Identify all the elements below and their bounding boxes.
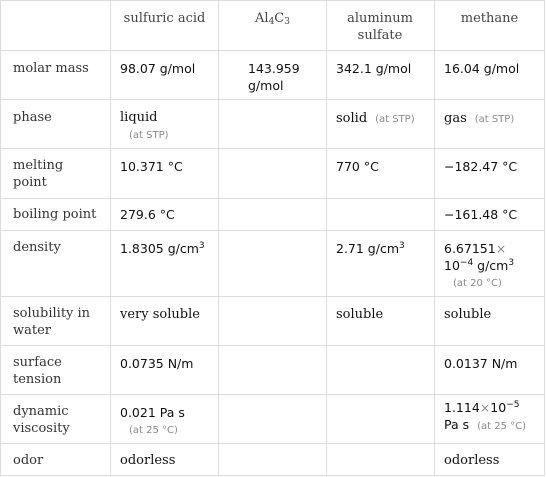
molar-mass-sulfuric-acid: 98.07 g/mol xyxy=(120,61,196,76)
odor-methane: odorless xyxy=(444,453,500,468)
row-divider xyxy=(0,99,545,100)
row-divider xyxy=(0,475,545,476)
molar-mass-aluminum-sulfate: 342.1 g/mol xyxy=(336,61,412,76)
viscosity-sulfuric-acid xyxy=(111,404,218,439)
melting-point-methane: −182.47 °C xyxy=(444,159,518,174)
molar-mass-methane: 16.04 g/mol xyxy=(444,61,520,76)
row-divider xyxy=(0,148,545,149)
melting-point-sulfuric-acid: 10.371 °C xyxy=(120,159,183,174)
row-label-solubility: solubility in water xyxy=(13,306,91,338)
column-divider xyxy=(544,0,545,476)
row-label-density: density xyxy=(13,240,61,255)
density-condition-note: (at 20 °C) xyxy=(453,278,502,289)
phase-sulfuric-acid xyxy=(111,109,218,144)
viscosity-methane-unit: Pa s (at 25 °C) xyxy=(444,417,526,432)
row-label-dynamic-viscosity: dynamic viscosity xyxy=(13,404,70,436)
viscosity-condition-note: (at 25 °C) xyxy=(129,425,178,436)
row-label-molar-mass: molar mass xyxy=(13,61,89,76)
row-divider xyxy=(0,0,545,1)
row-divider xyxy=(0,394,545,395)
solubility-methane: soluble xyxy=(444,307,492,322)
phase-value: liquid xyxy=(120,110,158,125)
row-divider xyxy=(0,230,545,231)
phase-methane: gas (at STP) xyxy=(444,111,515,126)
odor-sulfuric-acid: odorless xyxy=(120,453,176,468)
density-sulfuric-acid: 1.8305 $g/cm^3$ xyxy=(120,241,205,256)
header-aluminum-carbide: $Al_4C_3$ xyxy=(255,11,290,27)
surface-tension-methane: 0.0137 N/m xyxy=(444,356,518,371)
header-methane: methane xyxy=(460,11,519,26)
density-aluminum-sulfate: 2.71 $g/cm^3$ xyxy=(336,241,405,256)
viscosity-value: 0.021 Pa s xyxy=(120,405,185,420)
phase-condition-note: (at STP) xyxy=(129,130,169,141)
density-methane-mantissa: 6.67151× xyxy=(444,241,507,256)
boiling-point-sulfuric-acid: 279.6 °C xyxy=(120,207,175,222)
row-divider xyxy=(0,345,545,346)
column-divider xyxy=(218,0,219,476)
solubility-aluminum-sulfate: soluble xyxy=(336,307,384,322)
density-methane-exponent: $10^{-4}$ $g/cm^3$ xyxy=(444,258,515,273)
row-label-phase: phase xyxy=(13,110,52,125)
row-divider xyxy=(0,198,545,199)
row-label-surface-tension: surface tension xyxy=(13,355,62,387)
row-label-odor: odor xyxy=(13,453,44,468)
viscosity-methane xyxy=(435,399,544,435)
molar-mass-al4c3: 143.959 g/mol xyxy=(248,61,300,93)
row-divider xyxy=(0,443,545,444)
row-label-boiling-point: boiling point xyxy=(13,207,97,222)
header-aluminum-sulfate: aluminum sulfate xyxy=(347,11,413,43)
row-label-melting-point: melting point xyxy=(13,158,64,190)
row-divider xyxy=(0,296,545,297)
melting-point-aluminum-sulfate: 770 °C xyxy=(336,159,379,174)
phase-aluminum-sulfate: solid (at STP) xyxy=(336,111,415,126)
surface-tension-sulfuric-acid: 0.0735 N/m xyxy=(120,356,194,371)
header-sulfuric-acid: sulfuric acid xyxy=(123,11,206,26)
boiling-point-methane: −161.48 °C xyxy=(444,207,518,222)
viscosity-methane-mantissa: $1.114\times 10^{-5}$ xyxy=(444,400,520,415)
row-divider xyxy=(0,50,545,51)
solubility-sulfuric-acid: very soluble xyxy=(120,307,200,322)
density-methane xyxy=(435,240,544,292)
